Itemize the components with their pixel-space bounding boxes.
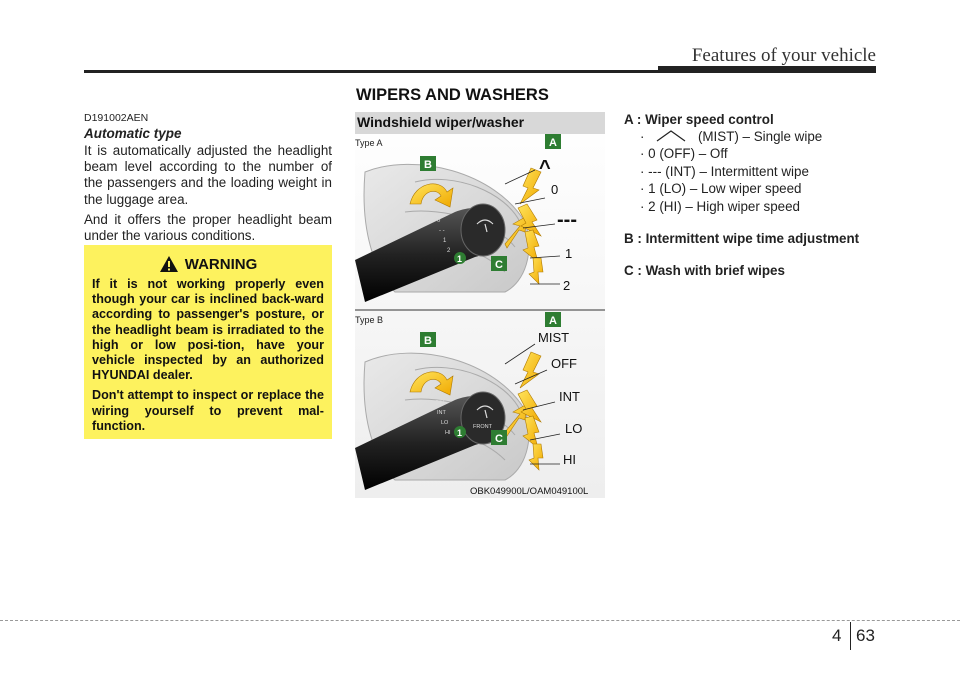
type-b-label: Type B <box>355 315 384 325</box>
figure-caption-bar <box>355 112 605 134</box>
warning-triangle-icon <box>159 255 179 273</box>
legend-group-c <box>624 263 884 279</box>
type-a-position-mist: ^ <box>539 157 551 179</box>
page-number: 63 <box>856 626 875 645</box>
legend-a-heading: A : Wiper speed control <box>624 112 774 127</box>
legend <box>624 112 884 295</box>
figure-caption: Windshield wiper/washer <box>357 114 525 130</box>
legend-a-item-int: · --- (INT) – Intermittent wipe <box>640 163 809 179</box>
type-b-badge-c-label: C <box>495 433 503 445</box>
stalk-a-mark-3: - - <box>439 228 445 234</box>
type-b-position-mist: MIST <box>538 330 570 345</box>
legend-a-item-mist <box>624 128 884 145</box>
body-paragraph-2: And it offers the proper headlight beam under the various conditions. <box>84 211 332 244</box>
legend-a-item-mist-text: (MIST) – Single wipe <box>697 129 823 144</box>
stalk-b-front: FRONT <box>473 424 492 430</box>
warning-paragraph-2: Don't attempt to inspect or replace the wiring yourself to prevent mal-function. <box>92 388 324 433</box>
type-b-position-hi: HI <box>563 452 576 467</box>
type-b-position-int: INT <box>559 389 580 404</box>
mist-symbol-icon <box>654 130 688 142</box>
type-a-callout-1-label: 1 <box>457 254 463 264</box>
type-a-position-int: --- <box>557 209 577 231</box>
stalk-b-mark-lo: LO <box>441 420 449 426</box>
type-a-label: Type A <box>355 138 383 148</box>
type-a-position-lo: 1 <box>565 246 573 261</box>
legend-c-heading: C : Wash with brief wipes <box>624 263 785 279</box>
body-paragraph-1: It is automatically adjusted the headlight beam level according to the number of the passengers and the loading weight in the luggage area. <box>84 143 332 207</box>
body-text <box>84 143 332 248</box>
document-code: D191002AEN <box>84 112 149 124</box>
subheading-automatic-type: Automatic type <box>84 126 182 141</box>
footer-rule <box>0 620 960 621</box>
wiper-illustration-svg <box>355 112 605 498</box>
warning-header <box>92 255 324 273</box>
legend-a-item-off: · 0 (OFF) – Off <box>640 146 728 162</box>
header-rule-accent <box>658 66 876 73</box>
type-a-position-hi: 2 <box>563 278 571 293</box>
stalk-b-mark-mist: MIST <box>431 390 445 396</box>
stalk-a-mark-5: 2 <box>447 248 451 254</box>
stalk-b-mark-off: OFF <box>435 400 446 406</box>
stalk-b-mark-int: INT <box>437 410 446 416</box>
legend-group-b <box>624 231 884 247</box>
type-a-badge-b-label: B <box>424 159 432 171</box>
wiper-illustration <box>355 112 605 498</box>
stalk-a-mark-4: 1 <box>443 238 447 244</box>
type-a-position-off: 0 <box>551 182 559 197</box>
legend-b-heading: B : Intermittent wipe time adjustment <box>624 231 860 247</box>
type-a-badge-c-label: C <box>495 259 503 271</box>
type-b-position-off: OFF <box>551 356 577 371</box>
figure-code: OBK049900L/OAM049100L <box>470 486 589 497</box>
legend-a-item-hi: · 2 (HI) – High wiper speed <box>640 198 801 214</box>
warning-title: WARNING <box>184 255 258 273</box>
running-header-title: Features of your vehicle <box>691 45 876 66</box>
legend-group-a <box>624 112 884 215</box>
warning-box <box>84 245 332 439</box>
stalk-b-mark-hi: HI <box>445 430 451 436</box>
stalk-a-mark-1: ^ <box>433 208 436 214</box>
page-separator <box>850 622 851 650</box>
page-chapter: 4 <box>832 626 842 645</box>
type-b-callout-1-label: 1 <box>457 428 463 438</box>
type-b-position-lo: LO <box>565 421 583 436</box>
section-title: WIPERS AND WASHERS <box>356 86 549 104</box>
type-b-badge-b-label: B <box>424 335 432 347</box>
legend-a-item-mist-bullet: · <box>640 129 645 144</box>
type-a-badge-a-label: A <box>549 137 557 149</box>
stalk-a-mark-2: 0 <box>437 218 441 224</box>
legend-a-item-lo: · 1 (LO) – Low wiper speed <box>640 181 802 197</box>
type-b-badge-a-label: A <box>549 315 557 327</box>
warning-paragraph-1: If it is not working properly even though your car is inclined back-ward according to passenger's posture, or the headlight beam is irradiated to the high or low posi-tion, have your vehicle inspected by an authorized HYUNDAI dealer. <box>92 277 324 383</box>
